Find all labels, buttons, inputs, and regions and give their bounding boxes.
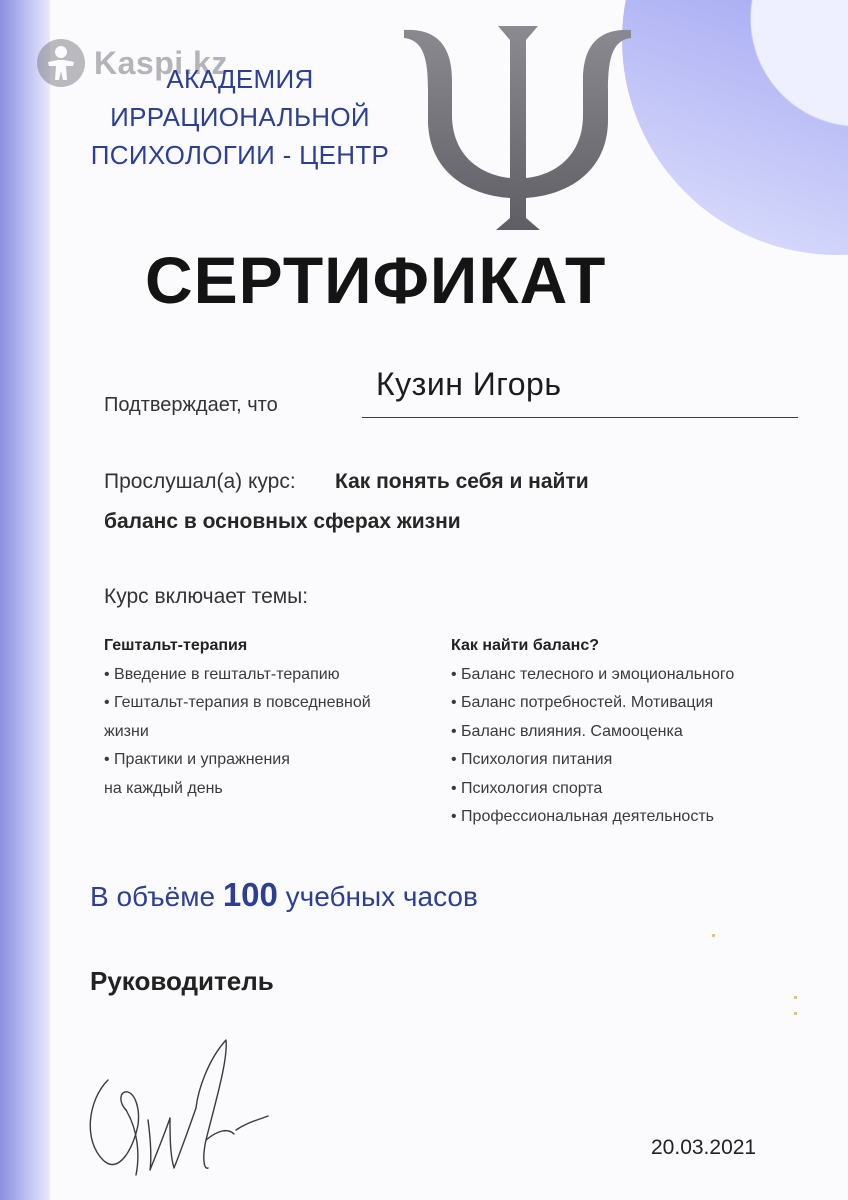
decorative-speck	[794, 1012, 797, 1015]
psi-icon	[400, 20, 635, 232]
academy-name	[80, 60, 400, 174]
decorative-ring	[622, 0, 848, 255]
topic-item: на каждый день	[104, 779, 223, 797]
decorative-speck	[712, 934, 715, 937]
hours-prefix: В объёме	[90, 881, 216, 912]
course-title-line-1: Как понять себя и найти	[335, 470, 589, 493]
issue-date: 20.03.2021	[651, 1136, 757, 1159]
course-title-line-2: баланс в основных сферах жизни	[104, 510, 461, 533]
name-underline	[362, 417, 798, 418]
academy-line-2: ИРРАЦИОНАЛЬНОЙ	[110, 102, 370, 132]
head-label: Руководитель	[90, 966, 274, 996]
decorative-speck	[794, 996, 797, 999]
topic-item: • Психология спорта	[451, 779, 603, 797]
course-label: Прослушал(а) курс:	[104, 470, 296, 493]
hours-suffix: учебных часов	[285, 881, 478, 912]
topic-item: • Психология питания	[451, 751, 613, 768]
topic-item: • Баланс потребностей. Мотивация	[451, 694, 714, 711]
topic-item: • Введение в гештальт-терапию	[104, 665, 340, 683]
topics-label: Курс включает темы:	[104, 585, 309, 608]
hours-value: 100	[222, 876, 278, 913]
topic-item: • Гештальт-терапия в повседневной	[104, 694, 371, 711]
certificate-title: СЕРТИФИКАТ	[145, 243, 607, 317]
left-decorative-band	[0, 0, 50, 1200]
topic-item: жизни	[104, 722, 149, 740]
topic-item: • Профессиональная деятельность	[451, 808, 714, 825]
academy-line-3: ПСИХОЛОГИИ - ЦЕНТР	[90, 140, 390, 170]
topic-item: • Баланс телесного и эмоционального	[451, 665, 735, 683]
topic-item: • Баланс влияния. Самооценка	[451, 722, 683, 740]
signature	[78, 1030, 288, 1185]
topics-column-right	[451, 632, 811, 832]
recipient-name: Кузин Игорь	[376, 366, 562, 402]
topic-item: • Практики и упражнения	[104, 751, 290, 768]
topics-column-left	[104, 632, 434, 803]
topics-right-heading: Как найти баланс?	[451, 637, 600, 654]
topics-left-heading: Гештальт-терапия	[104, 637, 248, 654]
watermark-text: Kaspi.kz	[94, 44, 228, 81]
academy-line-1: АКАДЕМИЯ	[166, 64, 314, 94]
confirms-label: Подтверждает, что	[104, 394, 278, 416]
person-icon	[36, 38, 86, 88]
hours-statement	[90, 876, 478, 914]
